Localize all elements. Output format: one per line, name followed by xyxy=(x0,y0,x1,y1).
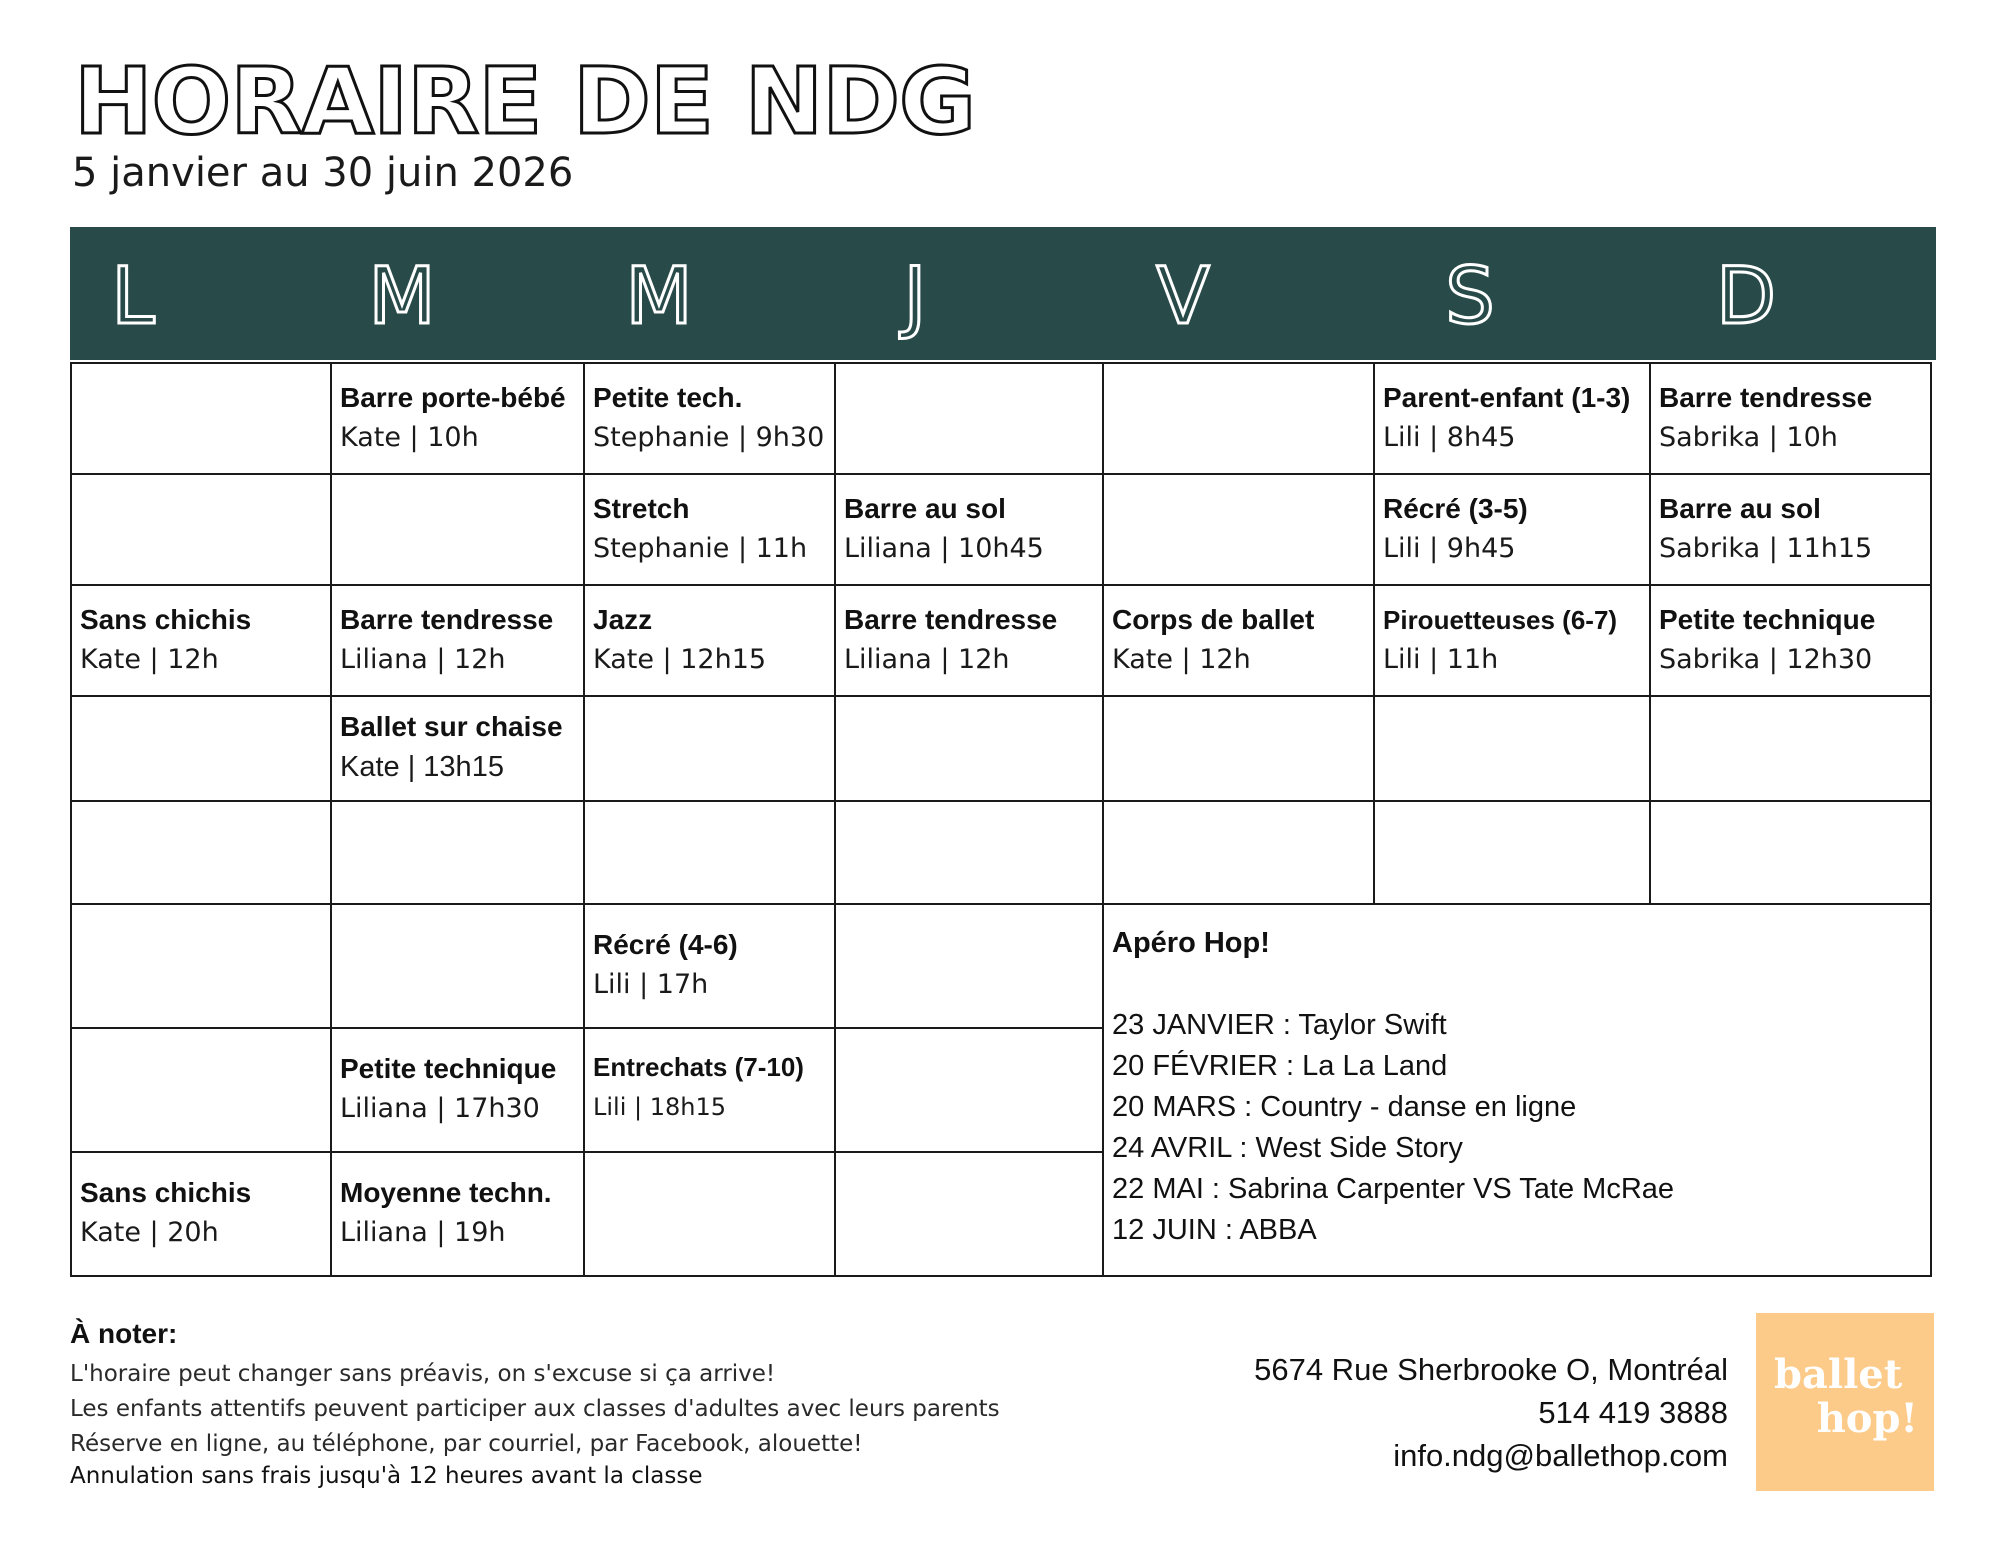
email-address[interactable]: info.ndg@ballethop.com xyxy=(1393,1438,1728,1473)
class-name: Barre au sol xyxy=(1659,493,1821,524)
class-teacher-time: Sabrika | 12h30 xyxy=(1659,644,1873,675)
class-cell xyxy=(331,363,584,474)
class-name: Récré (3-5) xyxy=(1383,493,1528,524)
class-name: Barre au sol xyxy=(844,493,1006,524)
class-cell xyxy=(1103,585,1374,696)
empty-cell xyxy=(1374,696,1650,801)
apero-event: 12 JUIN : ABBA xyxy=(1112,1214,1317,1246)
class-cell xyxy=(331,1028,584,1152)
class-name: Petite technique xyxy=(340,1053,557,1084)
empty-cell xyxy=(1103,801,1374,904)
class-name: Entrechats (7-10) xyxy=(593,1052,804,1082)
class-teacher-time: Liliana | 12h xyxy=(844,644,1010,675)
class-teacher-time: Kate | 10h xyxy=(340,422,479,453)
schedule-row xyxy=(71,904,1931,1028)
empty-cell xyxy=(584,801,835,904)
phone-number[interactable]: 514 419 3888 xyxy=(1538,1395,1728,1430)
note-line: Réserve en ligne, au téléphone, par courriel, par Facebook, alouette! xyxy=(70,1431,863,1457)
class-cell xyxy=(331,696,584,801)
class-teacher-time: Kate | 12h xyxy=(1112,644,1251,675)
notes-title: À noter: xyxy=(70,1318,178,1349)
class-name: Stretch xyxy=(593,493,690,524)
empty-cell xyxy=(71,474,331,585)
logo-word-ballet: ballet xyxy=(1774,1351,1903,1398)
class-teacher-time: Kate | 20h xyxy=(80,1217,219,1248)
apero-event: 20 MARS : Country - danse en ligne xyxy=(1112,1091,1577,1123)
class-name: Ballet sur chaise xyxy=(340,711,563,742)
class-name: Moyenne techn. xyxy=(340,1177,552,1208)
apero-event: 24 AVRIL : West Side Story xyxy=(1112,1132,1463,1164)
schedule-row xyxy=(71,801,1931,904)
class-name: Sans chichis xyxy=(80,1177,252,1208)
empty-cell xyxy=(835,1028,1103,1152)
empty-cell xyxy=(71,801,331,904)
empty-cell xyxy=(835,1152,1103,1276)
class-name: Récré (4-6) xyxy=(593,929,738,960)
class-name: Petite technique xyxy=(1659,604,1876,635)
apero-event-list xyxy=(1112,1005,1922,1251)
note-line: L'horaire peut changer sans préavis, on s'excuse si ça arrive! xyxy=(70,1361,776,1387)
empty-cell xyxy=(835,904,1103,1028)
class-cell xyxy=(331,1152,584,1276)
empty-cell xyxy=(835,363,1103,474)
class-teacher-time: Lili | 11h xyxy=(1383,644,1499,675)
empty-cell xyxy=(331,474,584,585)
apero-event: 22 MAI : Sabrina Carpenter VS Tate McRae xyxy=(1112,1173,1675,1205)
empty-cell xyxy=(1103,474,1374,585)
class-cell xyxy=(1374,363,1650,474)
empty-cell xyxy=(584,696,835,801)
day-friday: V xyxy=(1156,252,1210,342)
class-name: Barre tendresse xyxy=(340,604,554,635)
empty-cell xyxy=(1103,696,1374,801)
class-teacher-time: Liliana | 17h30 xyxy=(340,1093,540,1124)
class-teacher-time: Liliana | 12h xyxy=(340,644,506,675)
class-teacher-time: Stephanie | 9h30 xyxy=(593,422,825,453)
empty-cell xyxy=(1650,801,1931,904)
class-cell xyxy=(1650,585,1931,696)
empty-cell xyxy=(71,696,331,801)
class-teacher-time: Lili | 17h xyxy=(593,969,709,1000)
day-wednesday: M xyxy=(625,252,693,342)
schedule-row xyxy=(71,696,1931,801)
class-teacher-time: Liliana | 10h45 xyxy=(844,533,1044,564)
class-teacher-time: Liliana | 19h xyxy=(340,1217,506,1248)
class-name: Barre tendresse xyxy=(844,604,1058,635)
class-cell xyxy=(71,585,331,696)
day-thursday: J xyxy=(903,252,927,342)
class-name: Barre porte-bébé xyxy=(340,382,566,413)
class-cell xyxy=(584,474,835,585)
class-name: Pirouetteuses (6-7) xyxy=(1383,605,1618,635)
day-saturday: S xyxy=(1445,252,1495,342)
note-line: Les enfants attentifs peuvent participer aux classes d'adultes avec leurs parents xyxy=(70,1396,1000,1422)
class-cell xyxy=(71,1152,331,1276)
empty-cell xyxy=(331,801,584,904)
schedule-row xyxy=(71,363,1931,474)
ballet-hop-logo xyxy=(1756,1313,1934,1491)
class-cell xyxy=(584,363,835,474)
note-line: Annulation sans frais jusqu'à 12 heures avant la classe xyxy=(70,1463,703,1489)
class-name: Jazz xyxy=(593,604,653,635)
class-teacher-time: Sabrika | 11h15 xyxy=(1659,533,1873,564)
empty-cell xyxy=(835,801,1103,904)
apero-title: Apéro Hop! xyxy=(1112,927,1270,959)
empty-cell xyxy=(1103,363,1374,474)
class-cell xyxy=(835,585,1103,696)
date-range: 5 janvier au 30 juin 2026 xyxy=(72,150,574,196)
schedule-grid xyxy=(70,362,1932,1277)
schedule-row xyxy=(71,585,1931,696)
class-teacher-time: Kate | 12h xyxy=(80,644,219,675)
schedule-row xyxy=(71,474,1931,585)
class-cell xyxy=(331,585,584,696)
empty-cell xyxy=(835,696,1103,801)
class-cell xyxy=(1374,585,1650,696)
day-tuesday: M xyxy=(368,252,436,342)
class-teacher-time: Lili | 9h45 xyxy=(1383,533,1516,564)
class-teacher-time: Kate | 12h15 xyxy=(593,644,767,675)
class-cell xyxy=(835,474,1103,585)
apero-event: 23 JANVIER : Taylor Swift xyxy=(1112,1009,1447,1041)
empty-cell xyxy=(71,363,331,474)
empty-cell xyxy=(1374,801,1650,904)
class-teacher-time: Sabrika | 10h xyxy=(1659,422,1838,453)
empty-cell xyxy=(71,1028,331,1152)
notes-section xyxy=(70,1317,1000,1490)
class-cell xyxy=(1650,474,1931,585)
class-cell xyxy=(1374,474,1650,585)
class-cell xyxy=(1650,363,1931,474)
class-cell xyxy=(584,904,835,1028)
class-name: Sans chichis xyxy=(80,604,252,635)
class-name: Parent-enfant (1-3) xyxy=(1383,382,1631,413)
class-teacher-time: Stephanie | 11h xyxy=(593,533,808,564)
empty-cell xyxy=(71,904,331,1028)
page-title: HORAIRE DE NDG xyxy=(74,48,975,155)
class-teacher-time: Lili | 8h45 xyxy=(1383,422,1516,453)
empty-cell xyxy=(584,1152,835,1276)
logo-word-hop: hop! xyxy=(1816,1395,1918,1442)
empty-cell xyxy=(1650,696,1931,801)
address: 5674 Rue Sherbrooke O, Montréal xyxy=(1254,1352,1728,1387)
class-cell xyxy=(584,1028,835,1152)
contact-block xyxy=(1254,1348,1728,1477)
class-teacher-time: Lili | 18h15 xyxy=(593,1093,727,1121)
apero-hop-panel xyxy=(1103,904,1931,1276)
apero-event: 20 FÉVRIER : La La Land xyxy=(1112,1050,1448,1082)
day-sunday: D xyxy=(1715,252,1777,342)
class-name: Petite tech. xyxy=(593,382,743,413)
empty-cell xyxy=(331,904,584,1028)
class-cell xyxy=(584,585,835,696)
day-monday: L xyxy=(111,252,155,342)
class-teacher-time: Kate | 13h15 xyxy=(340,751,504,783)
class-name: Corps de ballet xyxy=(1112,604,1315,635)
class-name: Barre tendresse xyxy=(1659,382,1873,413)
